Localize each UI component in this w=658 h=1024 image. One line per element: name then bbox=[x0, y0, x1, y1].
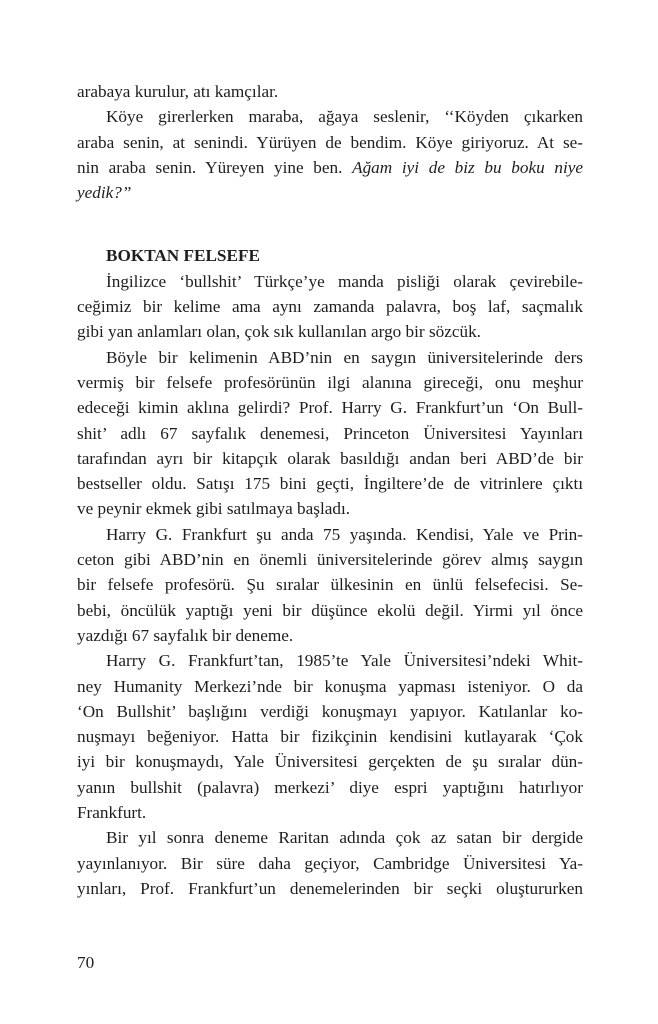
page-number: 70 bbox=[77, 953, 95, 972]
section-heading: BOKTAN FELSEFE bbox=[106, 246, 260, 266]
text-line: Harry G. Frankfurt şu anda 75 yaşında. Kendisi, Yale ve Prin- bbox=[106, 524, 583, 544]
text-line: yayınlanıyor. Bir süre daha geçiyor, Cambridge Üniversitesi Ya- bbox=[77, 853, 583, 873]
text-line: iyi bir konuşmaydı, Yale Üniversitesi gerçekten de şu sıralar dün- bbox=[77, 752, 583, 772]
text-line: bestseller oldu. Satışı 175 bini geçti, İngiltere’de de vitrinlere çıktı bbox=[77, 474, 583, 494]
text-line bbox=[77, 155, 583, 180]
section-spacer bbox=[77, 205, 583, 243]
text-line: tarafından ayrı bir kitapçık olarak basıldığı andan beri ABD’de bir bbox=[77, 448, 583, 468]
page-body bbox=[77, 79, 583, 901]
text-line: bebi, öncülük yaptığı yeni bir düşünce ekolü değil. Yirmi yıl önce bbox=[77, 600, 583, 620]
italic-quote: Ağam iyi de biz bu boku niye bbox=[352, 157, 583, 177]
text-line: Bir yıl sonra deneme Raritan adında çok az satan bir dergide bbox=[106, 828, 583, 848]
text-line: shit’ adlı 67 sayfalık denemesi, Princeton Üniversitesi Yayınları bbox=[77, 423, 583, 443]
text-line: yanın bullshit (palavra) merkezi’ diye espri yaptığını hatırlıyor bbox=[77, 777, 583, 797]
text-line: araba senin, at senindi. Yürüyen de bendim. Köye giriyoruz. At se- bbox=[77, 132, 583, 152]
text-line: Harry G. Frankfurt’tan, 1985’te Yale Üniversitesi’ndeki Whit- bbox=[106, 651, 583, 671]
text-line: İngilizce ‘bullshit’ Türkçe’ye manda pisliği olarak çevirebile- bbox=[106, 271, 583, 291]
text-line: nuşmayı beğeniyor. Hatta bir fizikçinin kendisini kutlayarak ‘Çok bbox=[77, 727, 583, 747]
text-line: yazdığı 67 sayfalık bir deneme. bbox=[77, 625, 294, 645]
text-line: yedik?” bbox=[77, 183, 132, 203]
text-line: arabaya kurulur, atı kamçılar. bbox=[77, 82, 279, 101]
text-line: gibi yan anlamları olan, çok sık kullanılan argo bir sözcük. bbox=[77, 322, 481, 342]
text-line: vermiş bir felsefe profesörünün ilgi alanına gireceği, onu meşhur bbox=[77, 372, 583, 392]
text-line: Frankfurt. bbox=[77, 803, 147, 823]
text-line: ve peynir ekmek gibi satılmaya başladı. bbox=[77, 499, 351, 519]
text-line: ceğimiz bir kelime ama aynı zamanda palavra, boş laf, saçmalık bbox=[77, 297, 583, 317]
text-line: ney Humanity Merkezi’nde bir konuşma yapması isteniyor. O da bbox=[77, 676, 583, 696]
text-line: yınları, Prof. Frankfurt’un denemelerinden bir seçki oluştururken bbox=[77, 878, 583, 898]
text-span: nin araba senin. Yüreyen yine ben. bbox=[77, 157, 353, 177]
text-line: bir felsefe profesörü. Şu sıralar ülkesinin en ünlü felsefecisi. Se- bbox=[77, 575, 583, 595]
text-line: edeceği kimin aklına gelirdi? Prof. Harry G. Frankfurt’un ‘On Bull- bbox=[77, 398, 583, 418]
text-line: Böyle bir kelimenin ABD’nin en saygın üniversitelerinde ders bbox=[106, 347, 583, 367]
text-line: ‘On Bullshit’ başlığını verdiği konuşmayı yapıyor. Katılanlar ko- bbox=[77, 701, 583, 721]
text-line: Köye girerlerken maraba, ağaya seslenir, ‘‘Köyden çıkarken bbox=[106, 107, 583, 127]
text-line: ceton gibi ABD’nin en önemli üniversitelerinde görev almış saygın bbox=[77, 550, 583, 570]
